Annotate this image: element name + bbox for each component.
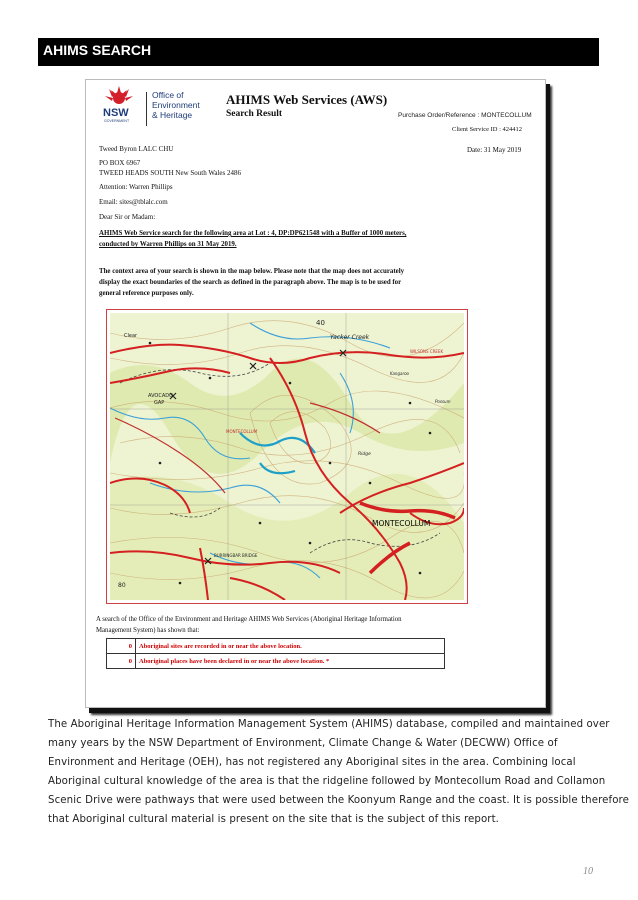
topographic-map-image (110, 313, 464, 600)
map-label-town: MONTECOLLUM (372, 519, 431, 528)
result-count: 0 (107, 654, 136, 669)
map-label-creek: Yacker Creek (330, 334, 370, 341)
search-description-1: AHIMS Web Service search for the following area at Lot : 4, DP:DP621548 with a Buffer of 1000 meters, (99, 230, 407, 237)
result-count: 0 (107, 639, 136, 654)
context-note-1: The context area of your search is shown in the map below. Please note that the map does not accurately (99, 268, 405, 275)
paragraph-line: that Aboriginal cultural material is present on the site that is the subject of this report. (48, 814, 500, 825)
paragraph-line: The Aboriginal Heritage Information Management System (AHIMS) database, compiled and maintained over (48, 719, 610, 730)
context-note-3: general reference purposes only. (99, 290, 194, 297)
map-label-gap2: GAP (154, 400, 165, 406)
paragraph-line: many years by the NSW Department of Environment, Climate Change & Water (DECWW) Office of (48, 738, 558, 749)
attention: Attention: Warren Phillips (99, 183, 173, 191)
report-date: Date: 31 May 2019 (467, 146, 522, 154)
result-intro-2: Management System) has shown that: (96, 627, 200, 634)
paragraph-line: Aboriginal cultural knowledge of the area is that the ridgeline followed by Montecollum Road and Collamon (48, 776, 606, 787)
paragraph-line: Environment and Heritage (OEH), has not registered any Aboriginal sites in the area. Combining local (48, 757, 576, 768)
map-label-clear: Clear (124, 333, 138, 339)
purchase-order: Purchase Order/Reference : MONTECOLLUM (398, 112, 532, 119)
result-text: Aboriginal sites are recorded in or near the above location. (136, 639, 445, 654)
map-label-place1: Kangaroo (390, 371, 409, 376)
search-description-2: conducted by Warren Phillips on 31 May 2019. (99, 241, 237, 248)
section-banner (38, 38, 599, 66)
address-line-2: TWEED HEADS SOUTH New South Wales 2486 (99, 169, 242, 177)
address-line-1: PO BOX 6967 (99, 159, 141, 167)
map-label-ridge: Ridge (358, 452, 371, 457)
map-label-bridge: BURRINGBAR BRIDGE (214, 553, 258, 558)
map-label-gap: AVOCADO (148, 393, 174, 399)
map-label-num: 80 (118, 582, 126, 589)
logo-state: NSW (103, 107, 129, 119)
logo-org-1: Office of (152, 90, 184, 100)
result-text: Aboriginal places have been declared in or near the above location. * (136, 654, 445, 669)
addressee: Tweed Byron LALC CHU (99, 145, 174, 153)
logo-gov: GOVERNMENT (104, 119, 130, 123)
banner-title: AHIMS SEARCH (43, 42, 152, 58)
report-title: AHIMS Web Services (AWS) (226, 92, 388, 107)
map-label-grid: 40 (316, 319, 325, 327)
salutation: Dear Sir or Madam: (99, 213, 156, 221)
table-row (107, 639, 445, 654)
map-label-road1: MONTECOLLUM (226, 429, 258, 434)
client-service-id: Client Service ID : 424412 (452, 126, 523, 133)
result-intro-1: A search of the Office of the Environment and Heritage AHIMS Web Services (Aboriginal Heritage Information (96, 616, 402, 623)
report-subtitle: Search Result (226, 109, 283, 119)
table-row (107, 654, 445, 669)
ahims-search-result-document (85, 79, 546, 708)
map-label-place2: Possum (435, 399, 451, 404)
search-area-map (106, 309, 468, 604)
nsw-logo (100, 86, 210, 124)
results-table (106, 638, 445, 669)
logo-divider (146, 92, 147, 126)
logo-org-2: Environment (152, 100, 200, 110)
waratah-flower-icon (104, 86, 134, 108)
email: Email: sites@tblalc.com (99, 198, 168, 206)
page-number: 10 (583, 866, 593, 877)
body-paragraph (48, 715, 629, 829)
map-label-road2: WILSONS CREEK (410, 349, 444, 354)
context-note-2: display the exact boundaries of the search as defined in the paragraph above. The map is to be used for (99, 279, 402, 286)
paragraph-line: Scenic Drive were pathways that were used between the Koonyum Range and the coast. It is possible therefore (48, 795, 629, 806)
logo-org-3: & Heritage (152, 110, 193, 120)
